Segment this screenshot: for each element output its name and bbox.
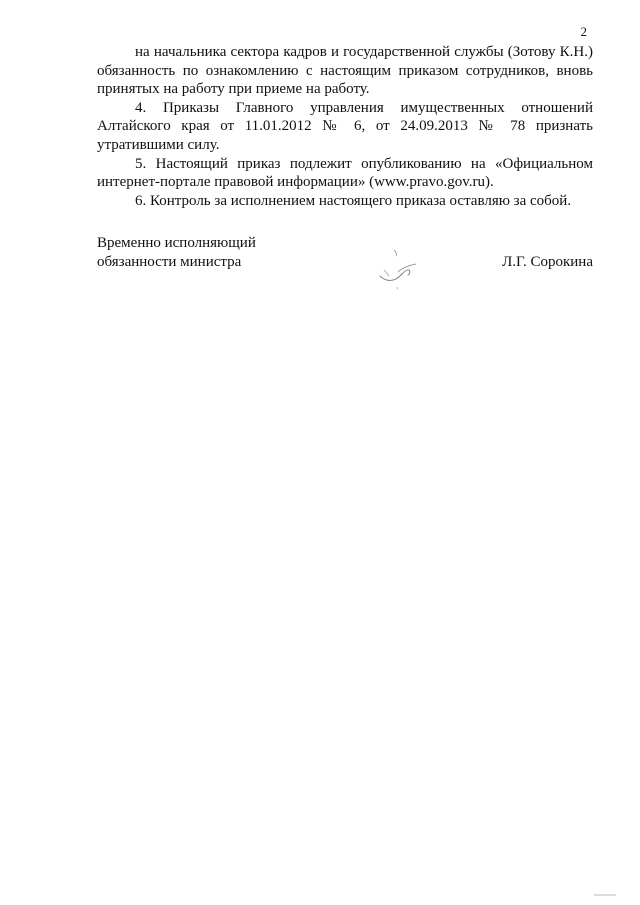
order-body <box>97 43 593 210</box>
signatory-position-line-2: обязанности министра <box>97 254 242 270</box>
signatory-position-line-1: Временно исполняющий <box>97 235 256 251</box>
page-number: 2 <box>580 24 587 39</box>
order-item-5: 5. Настоящий приказ подлежит опубликованию на «Официальном интернет-портале правовой информации» (www.pravo.gov.ru). <box>97 155 593 191</box>
paragraph-continuation-rest: обязанность по ознакомлению с настоящим приказом сотрудников, вновь принятых на работу при приеме на работу. <box>97 62 593 98</box>
handwritten-signature <box>374 246 420 294</box>
signatory-name: Л.Г. Сорокина <box>502 254 593 270</box>
order-item-4: 4. Приказы Главного управления имущественных отношений Алтайского края от 11.01.2012 № 6, от 24.09.2013 № 78 признать утратившими силу. <box>97 99 593 153</box>
paragraph-continuation-first-line: на начальника сектора кадров и государственной службы (Зотову К.Н.) <box>135 44 593 60</box>
footer-scan-mark <box>594 894 616 896</box>
signature-block <box>97 234 593 272</box>
paragraph-continuation <box>97 43 593 99</box>
order-item-6: 6. Контроль за исполнением настоящего приказа оставляю за собой. <box>135 192 572 209</box>
